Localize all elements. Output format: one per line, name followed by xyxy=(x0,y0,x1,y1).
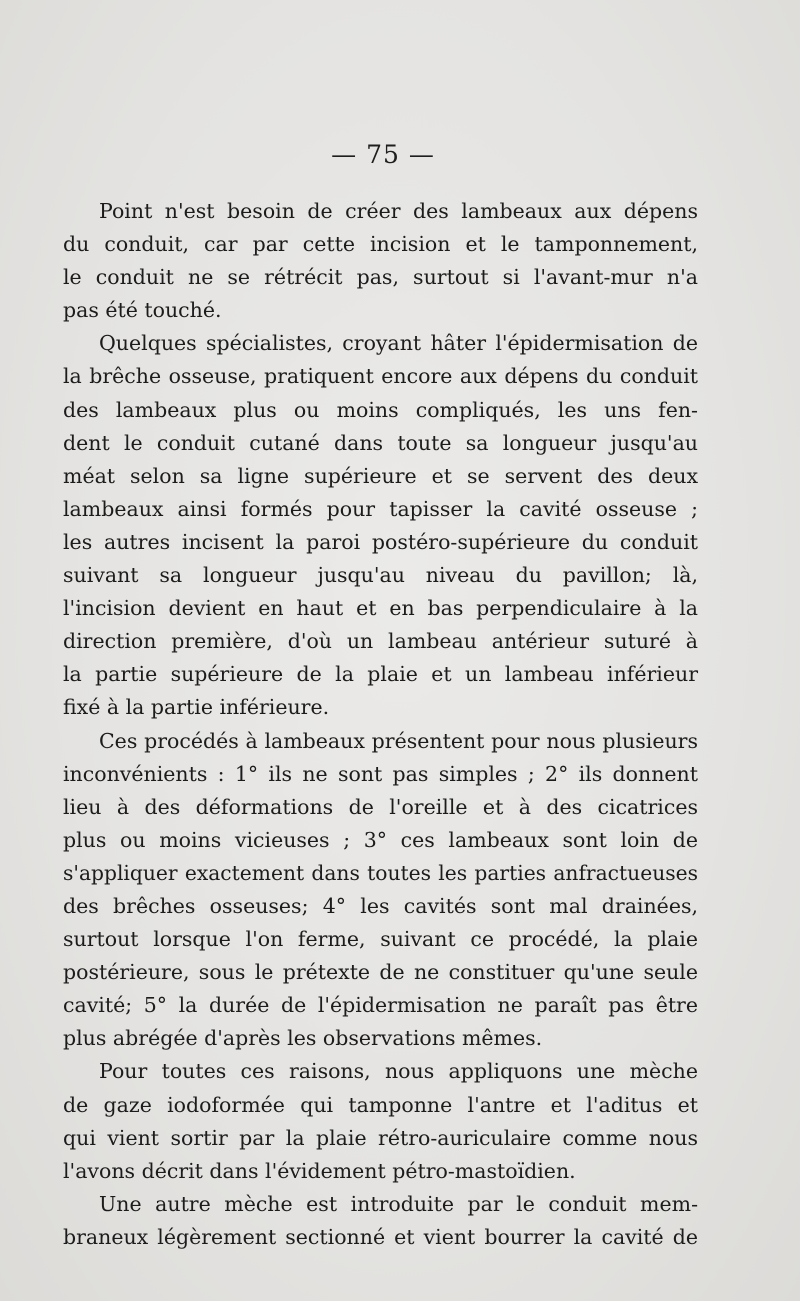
text-line: Point n'est besoin de créer des lambeaux aux dépens xyxy=(99,199,698,223)
text-line: fixé à la partie inférieure. xyxy=(63,695,330,720)
text-line: postérieure, sous le prétexte de ne constituer qu'une seule xyxy=(63,960,698,985)
text-line: le conduit ne se rétrécit pas, surtout si l'avant-mur n'a xyxy=(63,265,698,290)
text-line: Quelques spécialistes, croyant hâter l'épidermisation de xyxy=(99,331,698,356)
text-line: la brêche osseuse, pratiquent encore aux dépens du conduit xyxy=(63,364,698,389)
text-line: méat selon sa ligne supérieure et se servent des deux xyxy=(63,463,698,488)
text-line: du conduit, car par cette incision et le tamponnement, xyxy=(63,232,698,257)
text-line: des brêches osseuses; 4° les cavités sont mal drainées, xyxy=(63,893,698,918)
text-line: Pour toutes ces raisons, nous appliquons une mèche xyxy=(99,1059,698,1084)
page-number: — 75 — xyxy=(331,140,435,169)
text-line: suivant sa longueur jusqu'au niveau du pavillon; là, xyxy=(63,563,698,588)
text-line: direction première, d'où un lambeau antérieur suturé à xyxy=(63,629,698,654)
text-line: qui vient sortir par la plaie rétro-auriculaire comme nous xyxy=(63,1125,698,1150)
text-line: l'incision devient en haut et en bas perpendiculaire à la xyxy=(63,596,698,621)
text-line: pas été touché. xyxy=(63,298,222,323)
text-line: la partie supérieure de la plaie et un lambeau inférieur xyxy=(63,662,698,687)
text-line: braneux légèrement sectionné et vient bourrer la cavité de xyxy=(63,1224,698,1249)
text-line: plus abrégée d'après les observations mêmes. xyxy=(63,1026,543,1051)
text-line: des lambeaux plus ou moins compliqués, les uns fen- xyxy=(63,397,698,422)
text-line: Ces procédés à lambeaux présentent pour nous plusieurs xyxy=(99,728,698,753)
body-text xyxy=(63,195,698,1254)
text-line: dent le conduit cutané dans toute sa longueur jusqu'au xyxy=(63,430,698,455)
text-line: l'avons décrit dans l'évidement pétro-mastoïdien. xyxy=(63,1158,576,1183)
text-line: les autres incisent la paroi postéro-supérieure du conduit xyxy=(63,529,698,554)
text-line: cavité; 5° la durée de l'épidermisation ne paraît pas être xyxy=(63,993,698,1018)
text-line: s'appliquer exactement dans toutes les parties anfractueuses xyxy=(63,860,698,885)
paragraph-5 xyxy=(63,1188,698,1254)
text-line: Une autre mèche est introduite par le conduit mem- xyxy=(99,1191,698,1216)
text-line: lambeaux ainsi formés pour tapisser la cavité osseuse ; xyxy=(63,496,698,521)
text-line: surtout lorsque l'on ferme, suivant ce procédé, la plaie xyxy=(63,927,698,952)
text-line: inconvénients : 1° ils ne sont pas simples ; 2° ils donnent xyxy=(63,761,698,786)
text-line: plus ou moins vicieuses ; 3° ces lambeaux sont loin de xyxy=(63,827,698,852)
paragraph-1 xyxy=(63,195,698,327)
text-line: lieu à des déformations de l'oreille et à des cicatrices xyxy=(63,794,698,819)
paragraph-3 xyxy=(63,725,698,1056)
text-line: de gaze iodoformée qui tamponne l'antre et l'aditus et xyxy=(63,1092,698,1117)
paragraph-2 xyxy=(63,327,698,724)
paragraph-4 xyxy=(63,1055,698,1187)
